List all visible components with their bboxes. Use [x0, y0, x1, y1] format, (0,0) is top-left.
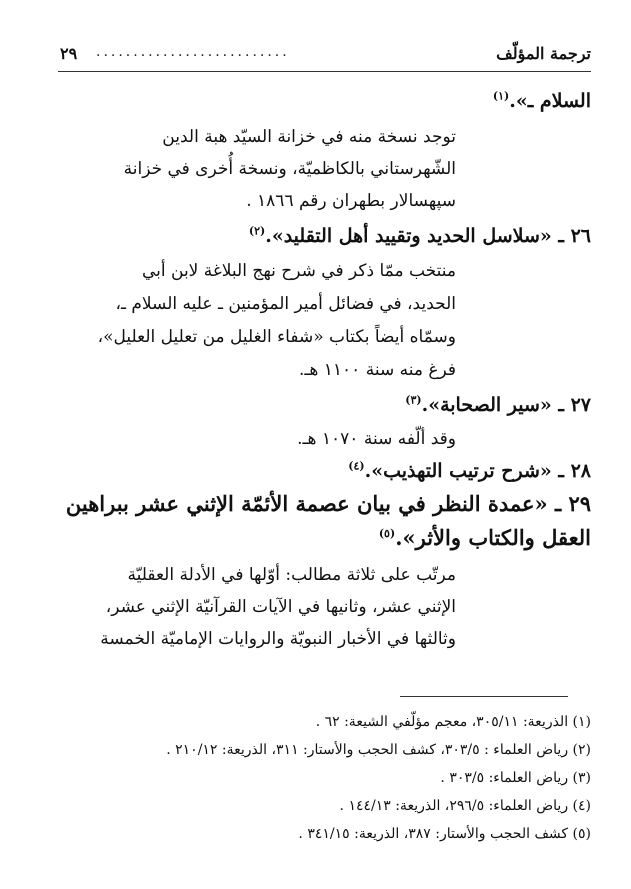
footnote-ref: (٢) — [248, 224, 266, 238]
body-line: توجد نسخة منه في خزانة السيّد هبة الدين — [162, 127, 456, 147]
page-number: ٢٩ — [60, 44, 78, 63]
footnote: (١) الذريعة: ٣٠٥/١١، معجم مؤلّفي الشيعة: ٦٢ . — [315, 714, 591, 730]
body-line: مرتّب على ثلاثة مطالب: أوّلها في الأدلة العقليّة — [127, 565, 456, 585]
footnote-ref: (١) — [492, 89, 510, 103]
body-line: منتخب ممّا ذكر في شرح نهج البلاغة لابن أبي — [141, 261, 456, 281]
entry-heading: العقل والكتاب والأثر».$^{(٥)}$ — [378, 525, 591, 550]
body-line: فرغ منه سنة ١١٠٠ هـ. — [299, 360, 456, 380]
footnote-rule — [400, 696, 568, 697]
entry-heading: ٢٧ ـ «سير الصحابة».$^{(٣)}$ — [405, 393, 591, 416]
body-line: وسمّاه أيضاً بكتاب «شفاء الغليل من تعليل العليل»، — [97, 327, 456, 347]
body-line: وقد ألّفه سنة ١٠٧٠ هـ. — [297, 429, 456, 449]
footnote-ref: (٣) — [405, 393, 422, 407]
body-line: الحديد، في فضائل أمير المؤمنين ـ عليه السلام ـ، — [115, 294, 456, 314]
footnote: (٢) رياض العلماء : ٣٠٣/٥، كشف الحجب والأستار: ٣١١، الذريعة: ٢١٠/١٢ . — [166, 742, 591, 758]
body-line: الإثني عشر، وثانيها في الآيات القرآنيّة الإثني عشر، — [105, 597, 456, 617]
footnote-ref: (٥) — [378, 527, 396, 540]
header-rule — [58, 71, 591, 72]
running-header-dots: .......................... — [96, 44, 290, 60]
body-line: السلام ـ».$^{(١)}$ — [492, 89, 591, 112]
footnote: (٥) كشف الحجب والأستار: ٣٨٧، الذريعة: ٣٤١/١٥ . — [298, 826, 591, 842]
footnote-ref: (٤) — [348, 459, 365, 473]
body-line: الشّهرستاني بالكاظميّة، ونسخة أُخرى في خزانة — [123, 159, 456, 179]
entry-heading: ٢٨ ـ «شرح ترتيب التهذيب».$^{(٤)}$ — [348, 459, 591, 482]
body-line: سپهسالار بطهران رقم ١٨٦٦ . — [246, 191, 456, 211]
entry-heading: ٢٦ ـ «سلاسل الحديد وتقييد أهل التقليد».$^{(٢)}$ — [248, 224, 591, 247]
body-line: وثالثها في الأخبار النبويّة والروايات الإماميّة الخمسة — [100, 629, 456, 649]
footnote: (٣) رياض العلماء: ٣٠٣/٥ . — [440, 770, 591, 786]
footnote: (٤) رياض العلماء: ٢٩٦/٥، الذريعة: ١٤٤/١٣ . — [339, 798, 591, 814]
running-header-title: ترجمة المؤلّف — [496, 44, 591, 63]
entry-heading: ٢٩ ـ «عمدة النظر في بيان عصمة الأئمّة الإثني عشر ببراهين — [65, 491, 591, 516]
